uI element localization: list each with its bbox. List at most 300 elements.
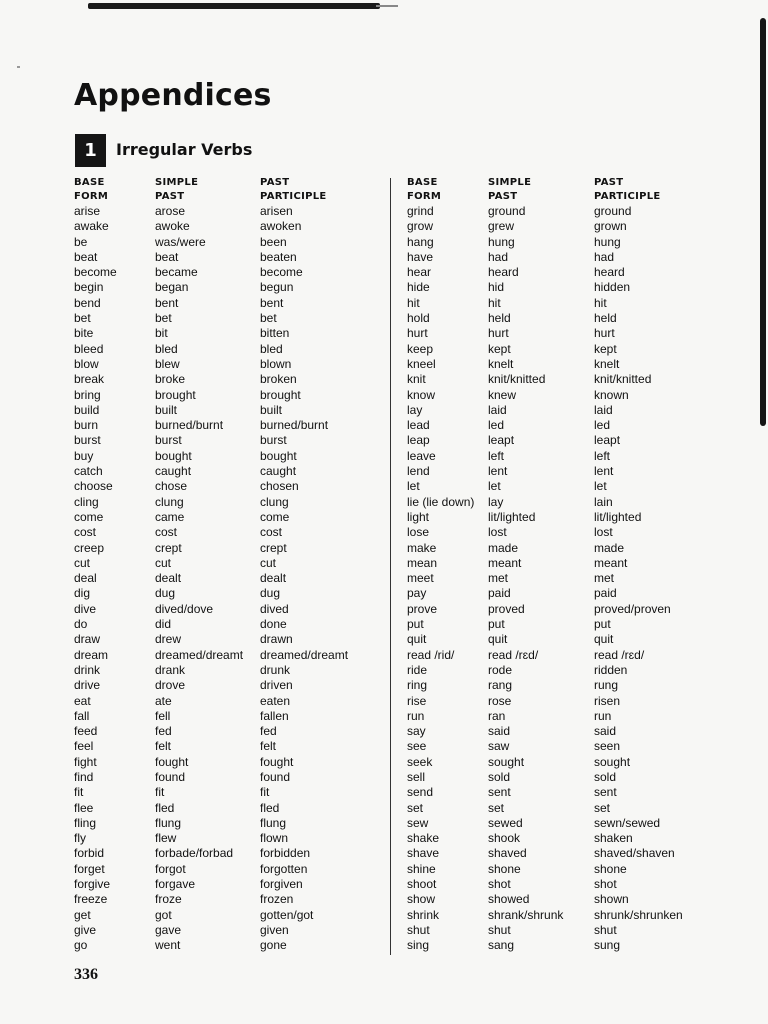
simple-past-cell: laid — [488, 402, 507, 417]
table-row — [74, 556, 400, 571]
simple-past-cell: shut — [488, 922, 511, 937]
table-row — [74, 372, 400, 387]
past-participle-cell: kept — [594, 341, 617, 356]
past-participle-cell: flown — [260, 831, 289, 846]
past-participle-cell: lain — [594, 494, 613, 509]
table-row — [74, 433, 400, 448]
table-row — [74, 770, 400, 785]
base-form-cell: burn — [74, 418, 99, 433]
simple-past-cell: froze — [155, 892, 182, 907]
table-row — [407, 357, 754, 372]
simple-past-cell: flew — [155, 831, 177, 846]
table-row — [74, 388, 400, 403]
base-form-cell: keep — [407, 341, 434, 356]
table-row — [407, 525, 754, 540]
simple-past-cell: forgot — [155, 861, 186, 876]
base-form-cell: feed — [74, 724, 98, 739]
past-participle-cell: shut — [594, 922, 617, 937]
past-participle-cell: begun — [260, 280, 294, 295]
base-form-cell: shave — [407, 846, 440, 861]
table-row — [407, 280, 754, 295]
simple-past-cell: sang — [488, 938, 515, 953]
table-row — [74, 831, 400, 846]
simple-past-cell: chose — [155, 479, 188, 494]
past-participle-cell: shrunk/shrunken — [594, 907, 683, 922]
past-participle-cell: knit/knitted — [594, 372, 652, 387]
simple-past-cell: drank — [155, 662, 186, 677]
base-form-cell: forbid — [74, 846, 105, 861]
simple-past-cell: grew — [488, 219, 515, 234]
table-row — [74, 525, 400, 540]
past-participle-cell: done — [260, 617, 287, 632]
past-participle-cell: drunk — [260, 662, 291, 677]
base-form-cell: fly — [74, 831, 86, 846]
simple-past-cell: hurt — [488, 326, 509, 341]
base-form-cell: sell — [407, 769, 426, 784]
base-form-cell: fit — [74, 785, 84, 800]
table-row — [74, 342, 400, 357]
base-form-cell: leave — [407, 448, 436, 463]
simple-past-cell: made — [488, 540, 519, 555]
table-row — [407, 648, 754, 663]
simple-past-cell: arose — [155, 204, 186, 218]
table-row — [74, 204, 400, 219]
past-participle-cell: cut — [260, 555, 277, 570]
base-form-cell: shake — [407, 831, 440, 846]
past-participle-cell: shown — [594, 892, 629, 907]
page-title: Appendices — [74, 78, 272, 113]
base-form-cell: leap — [407, 433, 430, 448]
simple-past-cell: dreamed/dreamt — [155, 647, 244, 662]
verb-rows-left — [74, 204, 400, 954]
verb-rows-right — [407, 204, 754, 954]
base-form-cell: freeze — [74, 892, 108, 907]
base-form-cell: beat — [74, 249, 98, 264]
past-participle-cell: said — [594, 724, 617, 739]
simple-past-cell: ate — [155, 693, 172, 708]
base-form-cell: burst — [74, 433, 101, 448]
base-form-cell: choose — [74, 479, 113, 494]
simple-past-cell: put — [488, 617, 505, 632]
table-row — [407, 556, 754, 571]
past-participle-cell: rung — [594, 678, 619, 693]
table-row — [74, 739, 400, 754]
table-row — [407, 311, 754, 326]
base-form-cell: let — [407, 479, 420, 494]
simple-past-cell: crept — [155, 540, 182, 555]
simple-past-cell: quit — [488, 632, 508, 647]
simple-past-cell: bled — [155, 341, 178, 356]
base-form-cell: bite — [74, 326, 94, 341]
past-participle-cell: bitten — [260, 326, 290, 341]
base-form-cell: cost — [74, 525, 97, 540]
table-row — [407, 433, 754, 448]
simple-past-cell: was/were — [155, 234, 206, 249]
simple-past-cell: read /rɛd/ — [488, 647, 539, 662]
past-participle-cell: forgotten — [260, 861, 308, 876]
table-row — [407, 219, 754, 234]
page-number: 336 — [74, 966, 98, 983]
table-row — [407, 602, 754, 617]
base-form-cell: know — [407, 387, 436, 402]
simple-past-cell: fled — [155, 800, 175, 815]
table-row — [74, 694, 400, 709]
past-participle-cell: meant — [594, 555, 628, 570]
past-participle-cell: gone — [260, 938, 287, 953]
simple-past-cell: bet — [155, 311, 172, 326]
table-row — [74, 357, 400, 372]
simple-past-cell: dug — [155, 586, 176, 601]
simple-past-cell: set — [488, 800, 505, 815]
past-participle-cell: bought — [260, 448, 297, 463]
past-participle-cell: bet — [260, 311, 277, 326]
past-participle-cell: held — [594, 311, 617, 326]
simple-past-cell: knelt — [488, 356, 514, 371]
past-participle-cell: put — [594, 617, 611, 632]
simple-past-cell: forbade/forbad — [155, 846, 234, 861]
base-form-cell: fall — [74, 708, 90, 723]
past-participle-cell: crept — [260, 540, 287, 555]
simple-past-cell: bought — [155, 448, 192, 463]
past-participle-cell: lent — [594, 464, 614, 479]
base-form-cell: build — [74, 402, 100, 417]
base-form-cell: light — [407, 509, 430, 524]
base-form-cell: shrink — [407, 907, 440, 922]
table-row — [74, 510, 400, 525]
table-row — [74, 280, 400, 295]
table-row — [407, 877, 754, 892]
table-row — [407, 908, 754, 923]
table-row — [407, 816, 754, 831]
simple-past-cell: lent — [488, 464, 508, 479]
table-row — [407, 632, 754, 647]
past-participle-cell: bled — [260, 341, 283, 356]
base-form-cell: shut — [407, 922, 430, 937]
simple-past-cell: flung — [155, 815, 182, 830]
table-row — [407, 938, 754, 953]
base-form-cell: seek — [407, 754, 433, 769]
past-participle-cell: frozen — [260, 892, 294, 907]
table-row — [74, 892, 400, 907]
past-participle-cell: been — [260, 234, 287, 249]
base-form-cell: fling — [74, 815, 97, 830]
section-title: Irregular Verbs — [116, 140, 253, 159]
past-participle-cell: knelt — [594, 356, 620, 371]
table-row — [407, 418, 754, 433]
top-rule — [88, 3, 380, 9]
past-participle-cell: laid — [594, 402, 613, 417]
table-row — [74, 586, 400, 601]
simple-past-cell: lit/lighted — [488, 509, 536, 524]
base-form-cell: come — [74, 509, 104, 524]
table-row — [74, 571, 400, 586]
table-row — [407, 250, 754, 265]
scan-speck — [17, 66, 20, 68]
base-form-cell: begin — [74, 280, 104, 295]
simple-past-cell: fell — [155, 708, 171, 723]
table-row — [74, 908, 400, 923]
simple-past-cell: shot — [488, 877, 511, 892]
header-base-form: BASE FORM — [74, 177, 109, 202]
past-participle-cell: sold — [594, 769, 617, 784]
past-participle-cell: shot — [594, 877, 617, 892]
table-row — [407, 724, 754, 739]
base-form-cell: draw — [74, 632, 101, 647]
base-form-cell: see — [407, 739, 427, 754]
past-participle-cell: awoken — [260, 219, 302, 234]
base-form-cell: lend — [407, 464, 430, 479]
simple-past-cell: held — [488, 311, 511, 326]
simple-past-cell: met — [488, 571, 509, 586]
past-participle-cell: sent — [594, 785, 617, 800]
verb-table-left — [74, 176, 400, 954]
simple-past-cell: went — [155, 938, 181, 953]
past-participle-cell: clung — [260, 494, 289, 509]
past-participle-cell: known — [594, 387, 629, 402]
page-edge-shadow — [760, 18, 766, 426]
simple-past-cell: ran — [488, 708, 506, 723]
past-participle-cell: dreamed/dreamt — [260, 647, 349, 662]
simple-past-cell: led — [488, 418, 505, 433]
past-participle-cell: found — [260, 769, 291, 784]
base-form-cell: lay — [407, 402, 423, 417]
past-participle-cell: bent — [260, 295, 284, 310]
past-participle-cell: ridden — [594, 662, 628, 677]
past-participle-cell: read /rɛd/ — [594, 647, 645, 662]
base-form-cell: shine — [407, 861, 436, 876]
table-row — [407, 296, 754, 311]
table-row — [407, 388, 754, 403]
base-form-cell: show — [407, 892, 436, 907]
table-row — [407, 892, 754, 907]
past-participle-cell: heard — [594, 265, 625, 280]
past-participle-cell: blown — [260, 356, 292, 371]
table-row — [74, 617, 400, 632]
table-row — [74, 479, 400, 494]
past-participle-cell: let — [594, 479, 607, 494]
table-row — [74, 265, 400, 280]
simple-past-cell: proved — [488, 601, 525, 616]
simple-past-cell: fed — [155, 724, 172, 739]
table-row — [407, 541, 754, 556]
base-form-cell: read /rid/ — [407, 647, 455, 662]
base-form-cell: shoot — [407, 877, 437, 892]
table-header-row — [407, 176, 754, 204]
simple-past-cell: bit — [155, 326, 168, 341]
verb-table-right — [407, 176, 754, 954]
simple-past-cell: paid — [488, 586, 511, 601]
base-form-cell: forget — [74, 861, 105, 876]
simple-past-cell: fought — [155, 754, 189, 769]
base-form-cell: bring — [74, 387, 101, 402]
simple-past-cell: cost — [155, 525, 178, 540]
table-row — [407, 403, 754, 418]
simple-past-cell: rang — [488, 678, 513, 693]
table-row — [74, 403, 400, 418]
table-row — [407, 831, 754, 846]
simple-past-cell: brought — [155, 387, 196, 402]
base-form-cell: quit — [407, 632, 427, 647]
table-header-row — [74, 176, 400, 204]
table-row — [74, 816, 400, 831]
table-row — [407, 495, 754, 510]
simple-past-cell: lay — [488, 494, 504, 509]
simple-past-cell: built — [155, 402, 178, 417]
base-form-cell: go — [74, 938, 88, 953]
simple-past-cell: fit — [155, 785, 165, 800]
past-participle-cell: had — [594, 249, 615, 264]
simple-past-cell: sewed — [488, 815, 523, 830]
base-form-cell: sew — [407, 815, 429, 830]
table-row — [74, 938, 400, 953]
base-form-cell: get — [74, 907, 91, 922]
simple-past-cell: rode — [488, 662, 513, 677]
base-form-cell: blow — [74, 356, 99, 371]
simple-past-cell: said — [488, 724, 511, 739]
simple-past-cell: showed — [488, 892, 530, 907]
past-participle-cell: risen — [594, 693, 621, 708]
base-form-cell: break — [74, 372, 105, 387]
simple-past-cell: sold — [488, 769, 511, 784]
header-simple-past: SIMPLE PAST — [155, 177, 199, 202]
table-row — [407, 678, 754, 693]
base-form-cell: set — [407, 800, 424, 815]
table-row — [74, 755, 400, 770]
base-form-cell: dream — [74, 647, 109, 662]
simple-past-cell: had — [488, 249, 509, 264]
simple-past-cell: rose — [488, 693, 512, 708]
header-past-participle: PAST PARTICIPLE — [260, 177, 327, 202]
base-form-cell: lose — [407, 525, 430, 540]
simple-past-cell: left — [488, 448, 505, 463]
base-form-cell: find — [74, 769, 94, 784]
simple-past-cell: bent — [155, 295, 179, 310]
table-row — [407, 785, 754, 800]
past-participle-cell: sewn/sewed — [594, 815, 661, 830]
simple-past-cell: caught — [155, 464, 192, 479]
past-participle-cell: flung — [260, 815, 287, 830]
simple-past-cell: leapt — [488, 433, 515, 448]
section-number-badge: 1 — [75, 134, 106, 167]
simple-past-cell: burned/burnt — [155, 418, 224, 433]
base-form-cell: deal — [74, 571, 97, 586]
table-row — [407, 663, 754, 678]
past-participle-cell: fit — [260, 785, 270, 800]
base-form-cell: grind — [407, 204, 434, 218]
simple-past-cell: let — [488, 479, 501, 494]
past-participle-cell: left — [594, 448, 611, 463]
table-row — [407, 801, 754, 816]
simple-past-cell: sought — [488, 754, 525, 769]
table-row — [74, 663, 400, 678]
base-form-cell: cling — [74, 494, 99, 509]
table-row — [407, 449, 754, 464]
past-participle-cell: become — [260, 265, 303, 280]
simple-past-cell: ground — [488, 204, 526, 218]
table-row — [407, 709, 754, 724]
past-participle-cell: dug — [260, 586, 281, 601]
past-participle-cell: hidden — [594, 280, 631, 295]
table-row — [74, 311, 400, 326]
table-row — [407, 846, 754, 861]
base-form-cell: hide — [407, 280, 430, 295]
base-form-cell: drive — [74, 678, 101, 693]
base-form-cell: awake — [74, 219, 109, 234]
base-form-cell: arise — [74, 204, 101, 218]
table-row — [407, 464, 754, 479]
past-participle-cell: fed — [260, 724, 277, 739]
base-form-cell: do — [74, 617, 88, 632]
table-row — [407, 342, 754, 357]
table-row — [74, 602, 400, 617]
header-past-participle: PAST PARTICIPLE — [594, 177, 661, 202]
past-participle-cell: met — [594, 571, 615, 586]
table-row — [407, 739, 754, 754]
past-participle-cell: leapt — [594, 433, 621, 448]
table-row — [74, 877, 400, 892]
base-form-cell: ring — [407, 678, 428, 693]
base-form-cell: rise — [407, 693, 427, 708]
simple-past-cell: broke — [155, 372, 186, 387]
past-participle-cell: fought — [260, 754, 294, 769]
table-row — [407, 235, 754, 250]
past-participle-cell: sought — [594, 754, 631, 769]
table-row — [74, 862, 400, 877]
past-participle-cell: set — [594, 800, 611, 815]
simple-past-cell: hit — [488, 295, 501, 310]
top-rule-tail — [376, 5, 398, 7]
past-participle-cell: lit/lighted — [594, 509, 642, 524]
table-row — [74, 449, 400, 464]
table-row — [74, 495, 400, 510]
table-row — [74, 326, 400, 341]
base-form-cell: hit — [407, 295, 420, 310]
table-row — [74, 250, 400, 265]
past-participle-cell: ground — [594, 204, 632, 218]
table-row — [407, 326, 754, 341]
base-form-cell: hang — [407, 234, 434, 249]
base-form-cell: make — [407, 540, 437, 555]
base-form-cell: buy — [74, 448, 94, 463]
base-form-cell: creep — [74, 540, 105, 555]
simple-past-cell: heard — [488, 265, 519, 280]
past-participle-cell: fled — [260, 800, 280, 815]
header-base-form: BASE FORM — [407, 177, 442, 202]
table-row — [407, 204, 754, 219]
base-form-cell: ride — [407, 662, 428, 677]
simple-past-cell: shaved — [488, 846, 527, 861]
past-participle-cell: dived — [260, 601, 289, 616]
base-form-cell: eat — [74, 693, 91, 708]
simple-past-cell: shrank/shrunk — [488, 907, 564, 922]
past-participle-cell: shaken — [594, 831, 633, 846]
past-participle-cell: paid — [594, 586, 617, 601]
simple-past-cell: meant — [488, 555, 522, 570]
table-row — [74, 846, 400, 861]
table-row — [74, 296, 400, 311]
simple-past-cell: got — [155, 907, 172, 922]
base-form-cell: bet — [74, 311, 91, 326]
past-participle-cell: gotten/got — [260, 907, 314, 922]
table-row — [74, 219, 400, 234]
table-row — [74, 418, 400, 433]
table-row — [74, 678, 400, 693]
past-participle-cell: felt — [260, 739, 277, 754]
table-row — [74, 709, 400, 724]
table-row — [407, 694, 754, 709]
base-form-cell: dive — [74, 601, 97, 616]
base-form-cell: pay — [407, 586, 427, 601]
